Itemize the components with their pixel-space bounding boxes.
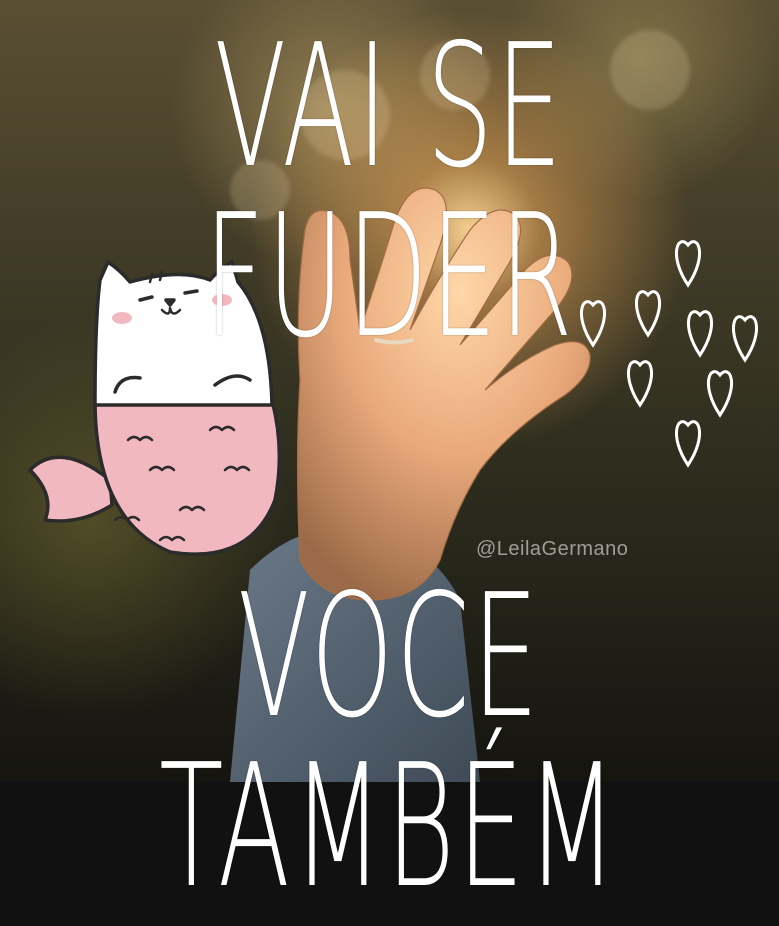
top-caption: VAI SE FUDER — [203, 8, 576, 376]
bottom-caption: VOCE TAMBÉM — [159, 558, 620, 926]
watermark: @LeilaGermano — [476, 538, 629, 560]
